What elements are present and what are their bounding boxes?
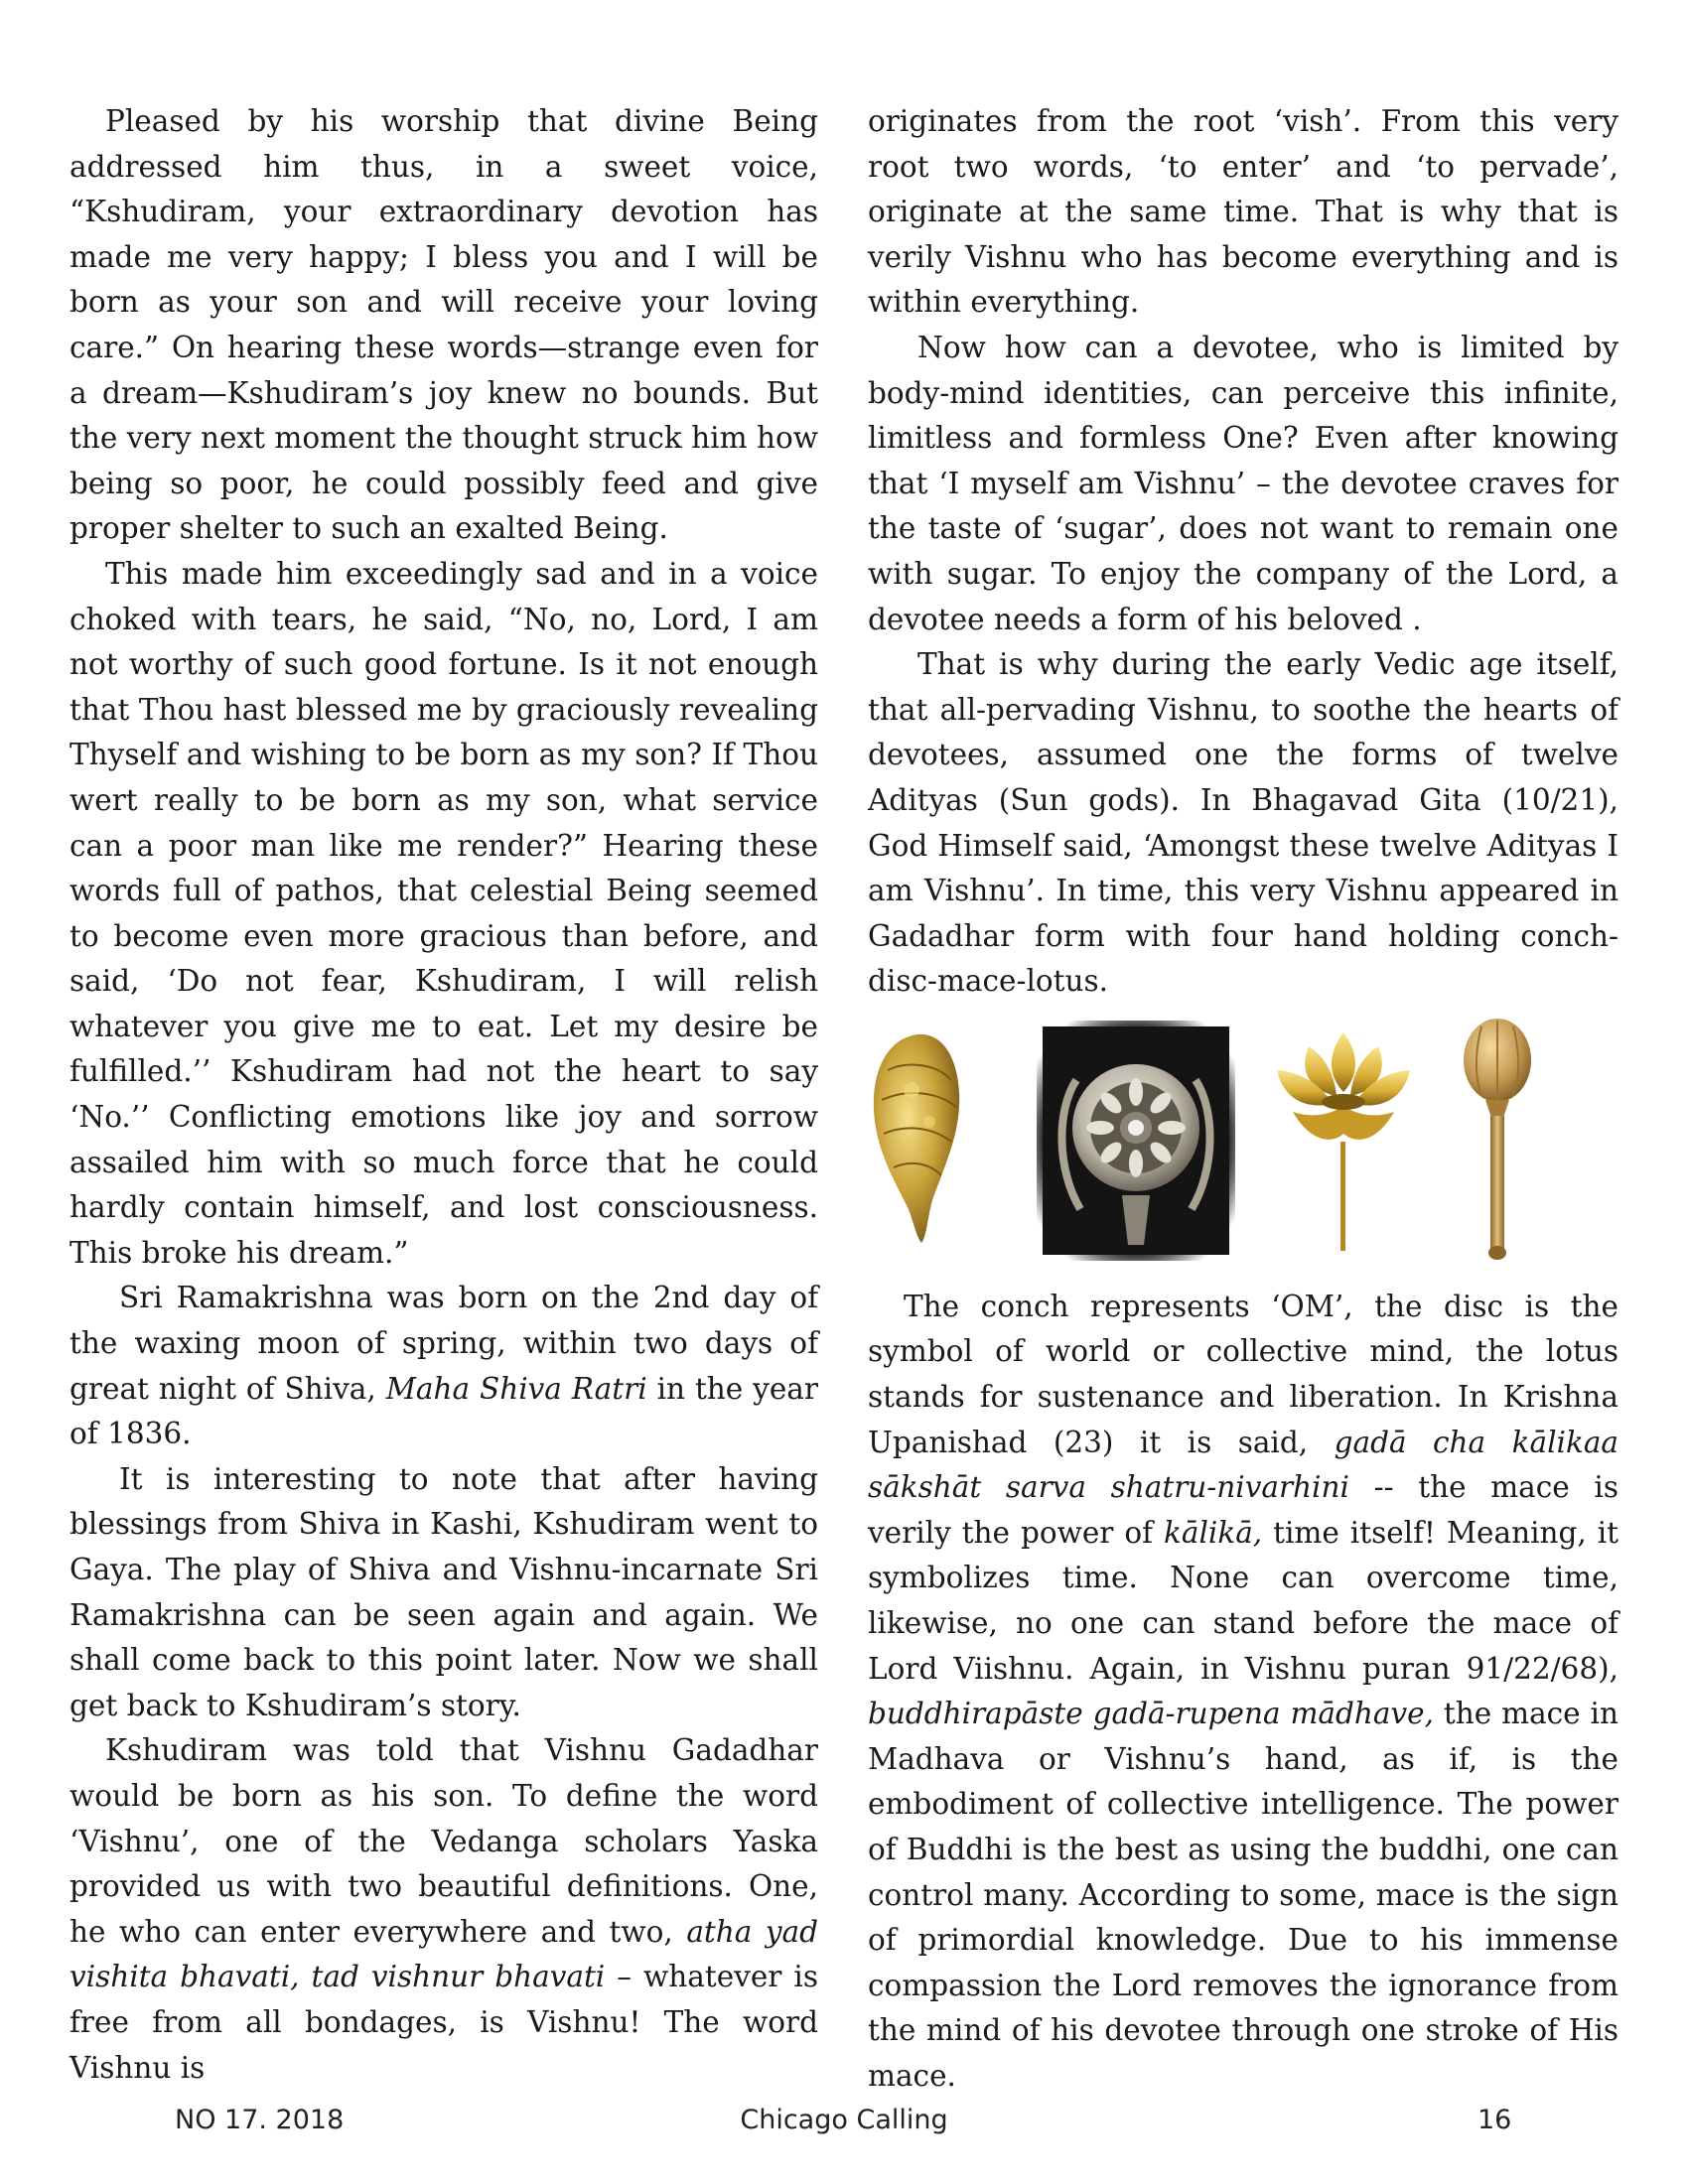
paragraph-text: – whatever is free from all bondages, is Vishnu! The word Vishnu is <box>70 1960 818 2085</box>
left-column <box>70 99 818 2091</box>
paragraph <box>868 1285 1618 2100</box>
paragraph-text: -- the mace is verily the power of <box>868 1470 1618 1550</box>
italic-term: kālikā, <box>1164 1515 1263 1550</box>
italic-term: gadā cha kālikaa sākshāt sarva shatru-nivarhini <box>868 1425 1618 1505</box>
paragraph-text: Kshudiram was told that Vishnu Gadadhar would be born as his son. To define the word ‘Vishnu’, one of the Vedanga scholars Yaska provided us with two beautiful definitions. One, he who can enter everywhere and two, <box>70 1733 818 1949</box>
paragraph-text: the mace in Madhava or Vishnu’s hand, as if, is the embodiment of collective intelligence. The power of Buddhi is the best as using the buddhi, one can control many. According to some, mace is the sign of primordial knowledge. Due to his immense compassion the Lord removes the ignorance from the mind of his devotee through one stroke of His mace. <box>868 1697 1618 2093</box>
page-number: 16 <box>1477 2105 1512 2135</box>
paragraph: originates from the root ‘vish’. From this very root two words, ‘to enter’ and ‘to pervade’, originate at the same time. That is why that is verily Vishnu who has become everything and is within everything. <box>868 104 1618 320</box>
paragraph-text: in the year of 1836. <box>70 1371 818 1451</box>
disc-image <box>1037 1021 1235 1261</box>
paragraph: Pleased by his worship that divine Being addressed him thus, in a sweet voice, “Kshudiram, your extraordinary devotion has made me very happy; I bless you and I will be born as your son and will receive your loving care.” On hearing these words—strange even for a dream—Kshudiram’s joy knew no bounds. But the very next moment the thought struck him how being so poor, he could possibly feed and give proper shelter to such an exalted Being. <box>70 104 818 546</box>
paragraph-text: Sri Ramakrishna was born on the 2nd day of the waxing moon of spring, within two days of great night of Shiva, <box>70 1281 818 1406</box>
right-column <box>868 99 1618 2100</box>
paragraph: This made him exceedingly sad and in a voice choked with tears, he said, “No, no, Lord, I am not worthy of such good fortune. Is it not enough that Thou hast blessed me by graciously revealing Thyself and wishing to be born as my son? If Thou wert really to be born as my son, what service can a poor man like me render?” Hearing these words full of pathos, that celestial Being seemed to become even more gracious than before, and said, ‘Do not fear, Kshudiram, I will relish whatever you give me to eat. Let my desire be fulfilled.’’ Kshudiram had not the heart to say ‘No.’’ Conflicting emotions like joy and sorrow assailed him with so much force that he could hardly contain himself, and lost consciousness. This broke his dream.” <box>70 556 818 1270</box>
mace-image <box>1460 1017 1535 1261</box>
paragraph: That is why during the early Vedic age itself, that all-pervading Vishnu, to soothe the hearts of devotees, assumed one the forms of twelve Adityas (Sun gods). In Bhagavad Gita (10/21), God Himself said, ‘Amongst these twelve Adityas I am Vishnu’. In time, this very Vishnu appeared in Gadadhar form with four hand holding conch-disc-mace-lotus. <box>868 647 1618 999</box>
issue-label: NO 17. 2018 <box>175 2105 345 2135</box>
paragraph <box>70 1276 818 1456</box>
italic-term: Maha Shiva Ratri <box>385 1371 647 1406</box>
publication-title: Chicago Calling <box>740 2105 948 2135</box>
page-footer <box>0 2105 1688 2144</box>
conch-image <box>868 1030 965 1249</box>
paragraph-text: time itself! Meaning, it symbolizes time. None can overcome time, likewise, no one can stand before the mace of Lord Viishnu. Again, in Vishnu puran 91/22/68), <box>868 1515 1619 1686</box>
paragraph: It is interesting to note that after having blessings from Shiva in Kashi, Kshudiram went to Gaya. The play of Shiva and Vishnu-incarnate Sri Ramakrishna can be seen again and again. We shall come back to this point later. Now we shall get back to Kshudiram’s story. <box>70 1461 818 1722</box>
paragraph: Now how can a devotee, who is limited by body-mind identities, can perceive this infinite, limitless and formless One? Even after knowing that ‘I myself am Vishnu’ – the devotee craves for the taste of ‘sugar’, does not want to remain one with sugar. To enjoy the company of the Lord, a devotee needs a form of his beloved . <box>868 330 1618 636</box>
lotus-image <box>1269 1023 1418 1255</box>
italic-term: atha yad vishita bhavati, tad vishnur bhavati <box>70 1914 818 1994</box>
paragraph-text: The conch represents ‘OM’, the disc is the symbol of world or collective mind, the lotus stands for sustenance and liberation. In Krishna Upanishad (23) it is said, <box>868 1289 1618 1459</box>
paragraph <box>70 1728 818 2091</box>
weapons-figure-row <box>868 1017 1618 1263</box>
italic-term: buddhirapāste gadā-rupena mādhave, <box>868 1697 1434 1731</box>
